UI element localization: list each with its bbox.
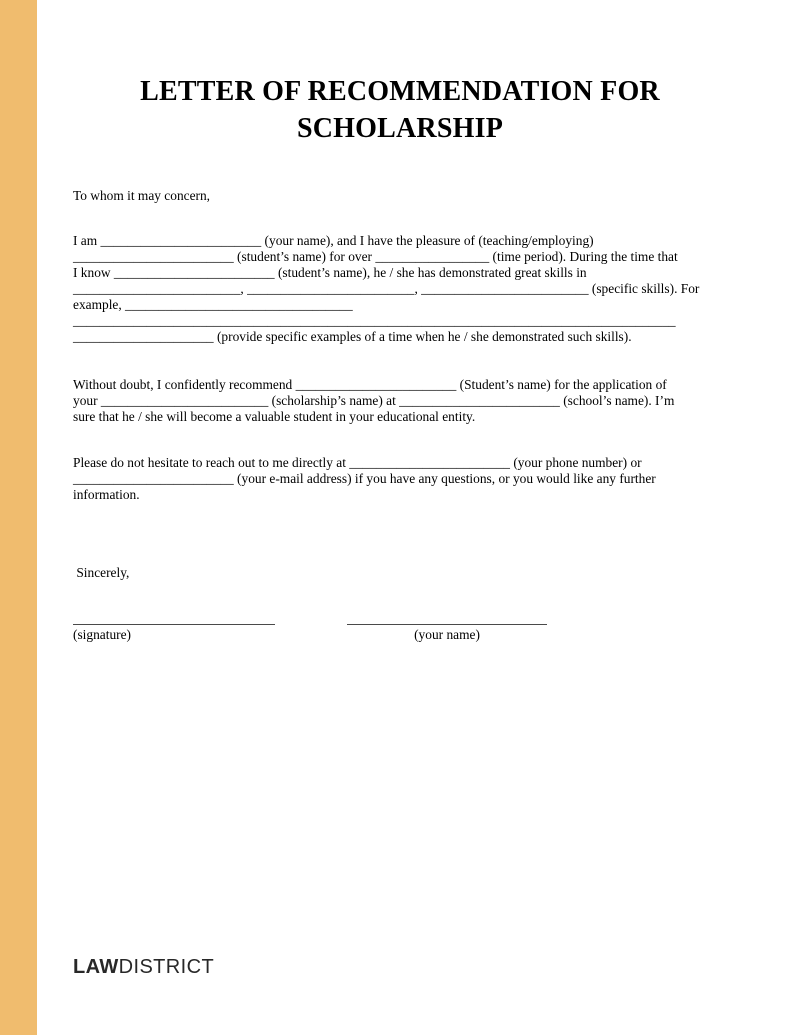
signature-line <box>73 624 275 625</box>
p1-line-4: _________________________, _________________________, _________________________ (specific skills). For <box>73 281 700 296</box>
p1-line-2: ________________________ (student’s name) for over _________________ (time period). During the time that <box>73 249 678 264</box>
logo-law-text: LAW <box>73 956 119 978</box>
p1-line-1: I am ________________________ (your name), and I have the pleasure of (teaching/employing) <box>73 233 594 248</box>
p2-line-1: Without doubt, I confidently recommend ________________________ (Student’s name) for the application of <box>73 377 667 392</box>
p1-line-7: _____________________ (provide specific examples of a time when he / she demonstrated such skills). <box>73 329 632 344</box>
paragraph-3 <box>73 455 733 503</box>
p2-line-3: sure that he / she will become a valuable student in your educational entity. <box>73 409 476 424</box>
p1-line-6-blank-rule: __________________________________________________________________________________________ <box>73 313 676 328</box>
page-title-line-1: LETTER OF RECOMMENDATION FOR <box>140 76 660 107</box>
p2-line-2: your _________________________ (scholarship’s name) at ________________________ (school’s name). I’m <box>73 393 675 408</box>
p1-line-5: example, __________________________________ <box>73 297 353 312</box>
p1-line-3: I know ________________________ (student’s name), he / she has demonstrated great skills in <box>73 265 587 280</box>
printed-name-label: (your name) <box>414 627 480 642</box>
lawdistrict-logo <box>73 956 214 979</box>
p3-line-2: ________________________ (your e-mail address) if you have any questions, or you would like any further <box>73 471 656 486</box>
signature-label: (signature) <box>73 627 132 642</box>
document-content <box>73 0 733 1035</box>
printed-name-line <box>347 624 547 625</box>
logo-district-text: DISTRICT <box>118 956 215 978</box>
accent-stripe <box>0 0 37 1035</box>
paragraph-1 <box>73 233 733 345</box>
closing-salutation: Sincerely, <box>73 565 130 580</box>
page-title-line-2: SCHOLARSHIP <box>296 113 504 144</box>
paragraph-2 <box>73 377 733 425</box>
p3-line-3: information. <box>73 487 140 502</box>
salutation: To whom it may concern, <box>73 188 211 203</box>
p3-line-1: Please do not hesitate to reach out to me directly at ________________________ (your phone number) or <box>73 455 642 470</box>
page-title <box>73 73 727 147</box>
